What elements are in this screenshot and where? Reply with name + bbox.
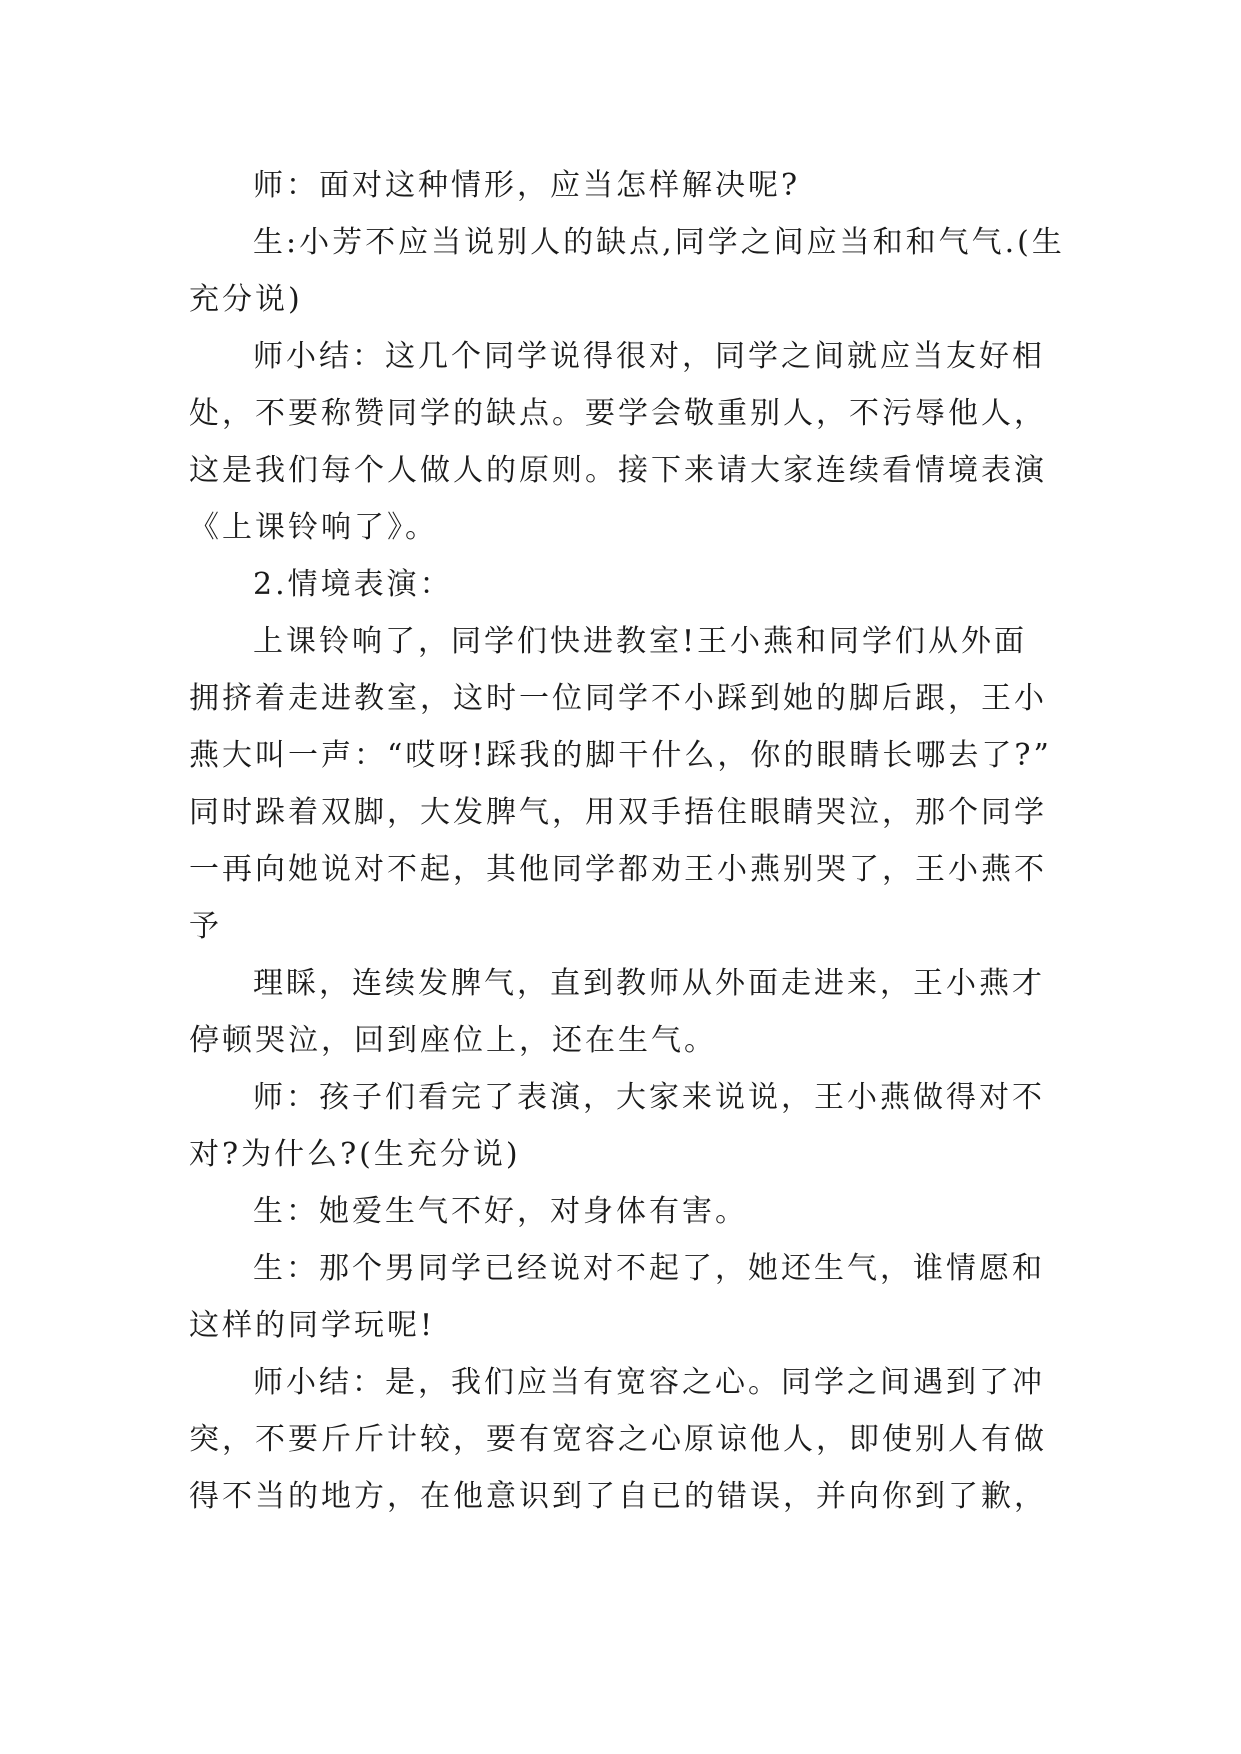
text-line: 师：孩子们看完了表演，大家来说说，王小燕做得对不 xyxy=(253,1080,1045,1115)
text-line: 充分说) xyxy=(189,282,303,317)
paragraph xyxy=(189,328,1059,556)
text-line: 2.情境表演： xyxy=(253,567,453,602)
paragraph xyxy=(189,955,1059,1069)
paragraph xyxy=(189,1183,1059,1240)
text-line: 一再向她说对不起，其他同学都劝王小燕别哭了，王小燕不 xyxy=(189,852,1047,887)
text-line: 对?为什么?(生充分说) xyxy=(189,1137,521,1172)
text-line: 同时跺着双脚，大发脾气，用双手捂住眼睛哭泣，那个同学 xyxy=(189,795,1047,830)
text-line: 师小结：这几个同学说得很对，同学之间就应当友好相 xyxy=(253,339,1045,374)
text-line: 突，不要斤斤计较，要有宽容之心原谅他人，即使别人有做 xyxy=(189,1422,1047,1457)
text-line: 生：那个男同学已经说对不起了，她还生气，谁情愿和 xyxy=(253,1251,1045,1286)
paragraph xyxy=(189,1240,1059,1354)
text-line: 理睬，连续发脾气，直到教师从外面走进来，王小燕才 xyxy=(253,966,1045,1001)
paragraph xyxy=(189,613,1059,955)
text-line: 停顿哭泣，回到座位上，还在生气。 xyxy=(189,1023,717,1058)
text-line: 生:小芳不应当说别人的缺点,同学之间应当和和气气.(生 xyxy=(253,225,1065,260)
text-line: 生：她爱生气不好，对身体有害。 xyxy=(253,1194,748,1229)
document-body xyxy=(189,157,1065,1525)
paragraph xyxy=(189,1069,1059,1183)
text-line: 上课铃响了，同学们快进教室!王小燕和同学们从外面 xyxy=(253,624,1028,659)
text-line: 师：面对这种情形，应当怎样解决呢? xyxy=(253,168,801,203)
paragraph xyxy=(189,157,1059,214)
text-line: 处，不要称赞同学的缺点。要学会敬重别人，不污辱他人， xyxy=(189,396,1047,431)
text-line: 这样的同学玩呢! xyxy=(189,1308,436,1343)
text-line: 师小结：是，我们应当有宽容之心。同学之间遇到了冲 xyxy=(253,1365,1045,1400)
text-line: 这是我们每个人做人的原则。接下来请大家连续看情境表演 xyxy=(189,453,1047,488)
paragraph xyxy=(189,556,1059,613)
paragraph xyxy=(189,214,1065,328)
text-line: 《上课铃响了》。 xyxy=(189,510,438,545)
text-line: 燕大叫一声：“哎呀!踩我的脚干什么，你的眼睛长哪去了?” xyxy=(189,738,1052,773)
text-line: 予 xyxy=(189,909,222,944)
text-line: 拥挤着走进教室，这时一位同学不小踩到她的脚后跟，王小 xyxy=(189,681,1047,716)
text-line: 得不当的地方，在他意识到了自已的错误，并向你到了歉， xyxy=(189,1479,1047,1514)
paragraph xyxy=(189,1354,1059,1525)
